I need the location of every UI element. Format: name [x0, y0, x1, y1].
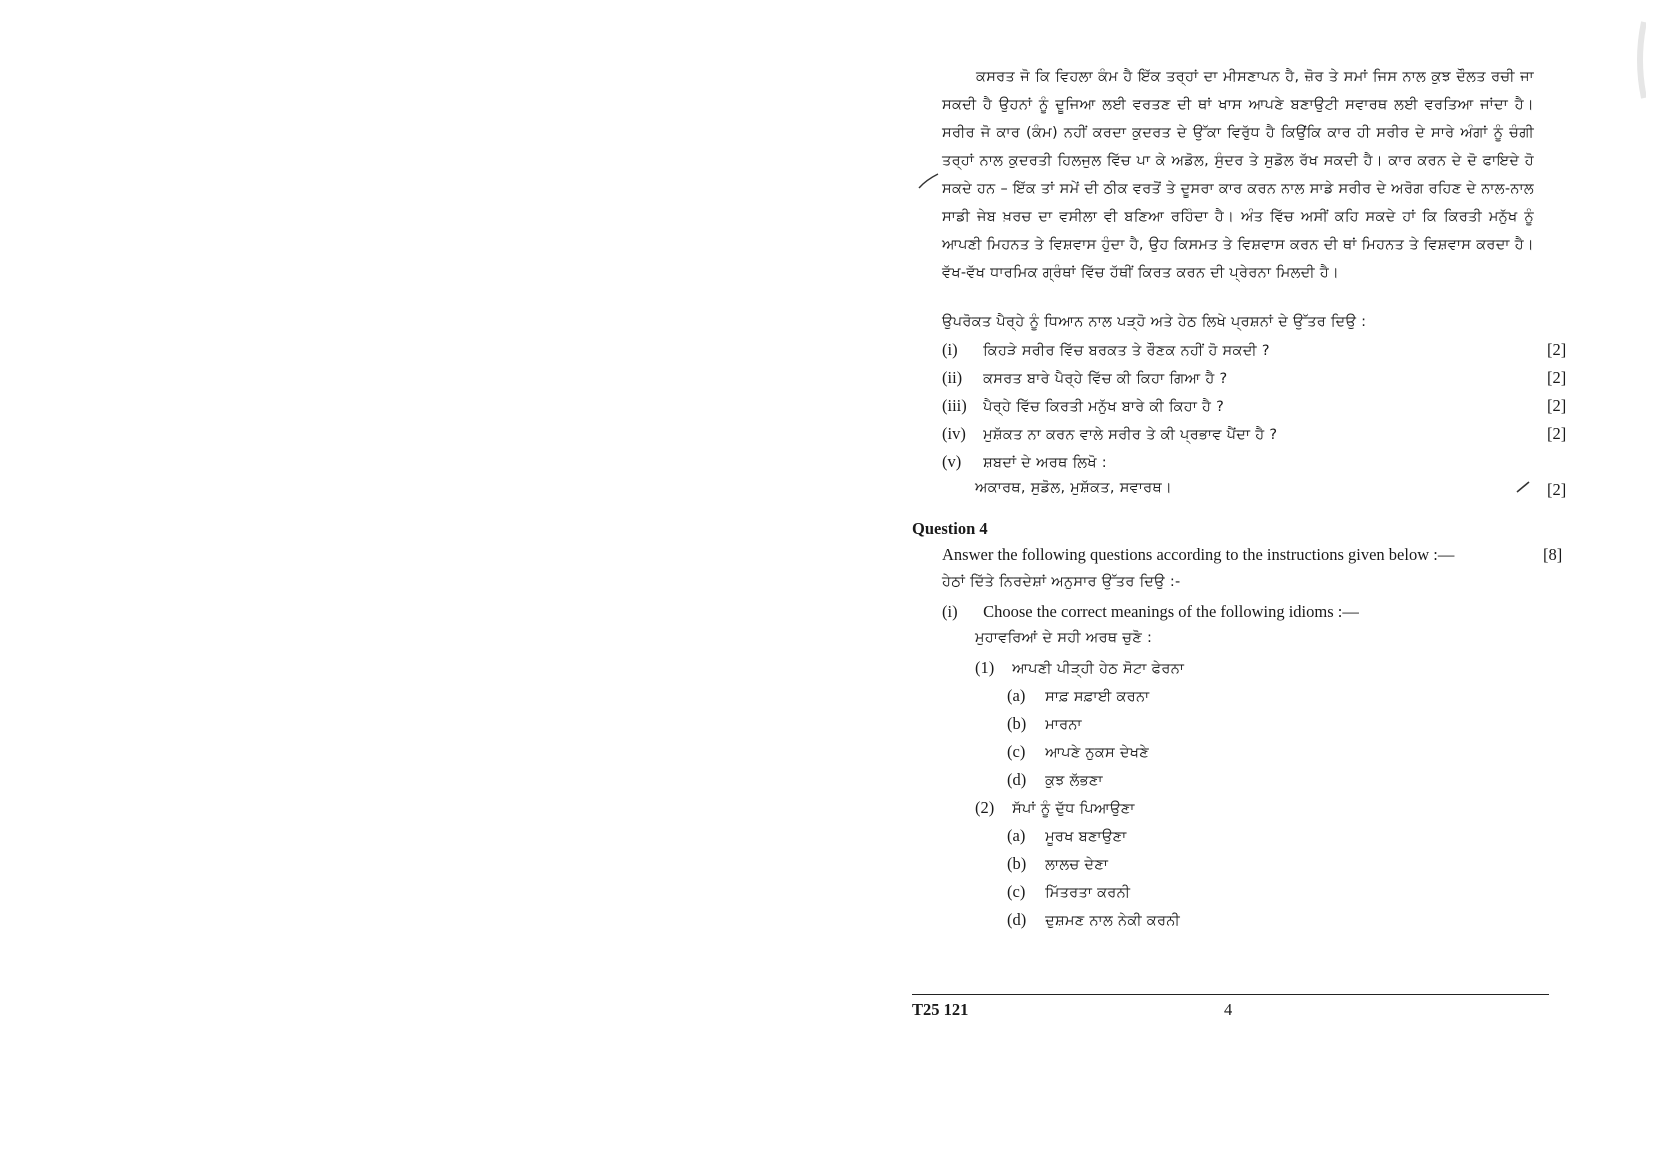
pen-mark-icon — [918, 172, 940, 190]
option-text: ਮਿੱਤਰਤਾ ਕਰਨੀ — [1045, 885, 1131, 901]
page-number: 4 — [1224, 1000, 1233, 1019]
option-text: ਦੁਸ਼ਮਣ ਨਾਲ ਨੇਕੀ ਕਰਨੀ — [1045, 913, 1180, 929]
question-heading: Question 4 — [912, 519, 988, 538]
question-number: (iv) — [942, 424, 966, 443]
pen-tick-icon — [1515, 480, 1531, 494]
passage-text: ਕਸਰਤ ਜੋ ਕਿ ਵਿਹਲਾ ਕੰਮ ਹੈ ਇੱਕ ਤਰ੍ਹਾਂ ਦਾ ਮੀਸਣਾਪਨ ਹੈ, ਜ਼ੋਰ ਤੇ ਸਮਾਂ ਜਿਸ ਨਾਲ ਕੁਝ ਦੌਲਤ ਰਚੀ ਜਾ ਸਕਦੀ ਹੈ ਉਹਨਾਂ ਨੂੰ ਦੂਜਿਆ ਲਈ ਵਰਤਣ ਦੀ ਥਾਂ ਖਾਸ ਆਪਣੇ ਬਣਾਉਟੀ ਸਵਾਰਥ ਲਈ ਵਰਤਿਆ ਜਾਂਦਾ ਹੈ। ਸਰੀਰ ਜੋ ਕਾਰ (ਕੰਮ) ਨਹੀਂ ਕਰਦਾ ਕੁਦਰਤ ਦੇ ਉੱਕਾ ਵਿਰੁੱਧ ਹੈ ਕਿਉਂਕਿ ਕਾਰ ਹੀ ਸਰੀਰ ਦੇ ਸਾਰੇ ਅੰਗਾਂ ਨੂੰ ਚੰਗੀ ਤਰ੍ਹਾਂ ਨਾਲ ਕੁਦਰਤੀ ਹਿਲਜੁਲ ਵਿੱਚ ਪਾ ਕੇ ਅਡੋਲ, ਸੁੰਦਰ ਤੇ ਸੁਡੋਲ ਰੱਖ ਸਕਦੀ ਹੈ। ਕਾਰ ਕਰਨ ਦੇ ਦੋ ਫਾਇਦੇ ਹੋ ਸਕਦੇ ਹਨ – ਇੱਕ ਤਾਂ ਸਮੇਂ ਦੀ ਠੀਕ ਵਰਤੋਂ ਤੇ ਦੂਸਰਾ ਕਾਰ ਕਰਨ ਨਾਲ ਸਾਡੇ ਸਰੀਰ ਦੇ ਅਰੋਗ ਰਹਿਣ ਦੇ ਨਾਲ-ਨਾਲ ਸਾਡੀ ਜੇਬ ਖ਼ਰਚ ਦਾ ਵਸੀਲਾ ਵੀ ਬਣਿਆ ਰਹਿੰਦਾ ਹੈ। ਅੰਤ ਵਿੱਚ ਅਸੀਂ ਕਹਿ ਸਕਦੇ ਹਾਂ ਕਿ ਕਿਰਤੀ ਮਨੁੱਖ ਨੂੰ ਆਪਣੀ ਮਿਹਨਤ ਤੇ ਵਿਸ਼ਵਾਸ ਹੁੰਦਾ ਹੈ, ਉਹ ਕਿਸਮਤ ਤੇ ਵਿਸ਼ਵਾਸ ਕਰਨ ਦੀ ਥਾਂ ਮਿਹਨਤ ਤੇ ਵਿਸ਼ਵਾਸ ਕਰਦਾ ਹੈ। ਵੱਖ-ਵੱਖ ਧਾਰਮਿਕ ਗ੍ਰੰਥਾਂ ਵਿੱਚ ਹੱਥੀਂ ਕਿਰਤ ਕਰਨ ਦੀ ਪ੍ਰੇਰਨਾ ਮਿਲਦੀ ਹੈ। — [942, 69, 1534, 281]
scan-edge-shadow — [1616, 20, 1646, 100]
question-item — [942, 368, 1228, 388]
option-item — [1007, 826, 1127, 846]
question-text: ਕਿਹੜੇ ਸਰੀਰ ਵਿੱਚ ਬਰਕਤ ਤੇ ਰੌਣਕ ਨਹੀਂ ਹੋ ਸਕਦੀ ? — [983, 343, 1270, 359]
question-number: (i) — [942, 340, 958, 359]
sub-question-text-en: Choose the correct meanings of the following idioms :— — [983, 602, 1359, 621]
option-item — [1007, 770, 1103, 790]
question-marks: [2] — [1547, 396, 1567, 415]
option-label: (a) — [1007, 686, 1026, 705]
option-label: (b) — [1007, 714, 1027, 733]
option-item — [1007, 910, 1180, 930]
passage-instruction: ਉਪਰੋਕਤ ਪੈਰ੍ਹੇ ਨੂੰ ਧਿਆਨ ਨਾਲ ਪੜ੍ਹੋ ਅਤੇ ਹੇਠ ਲਿਖੇ ਪ੍ਰਸ਼ਨਾਂ ਦੇ ਉੱਤਰ ਦਿਉ : — [942, 314, 1367, 330]
option-label: (d) — [1007, 910, 1027, 929]
idiom-text: ਆਪਣੀ ਪੀੜ੍ਹੀ ਹੇਠ ਸੋਟਾ ਫੇਰਨਾ — [1012, 661, 1185, 677]
question-text: ਸ਼ਬਦਾਂ ਦੇ ਅਰਥ ਲਿਖੋ : — [983, 455, 1107, 471]
question-marks: [2] — [1547, 368, 1567, 387]
question-instruction-en: Answer the following questions according to the instructions given below :— — [942, 545, 1455, 564]
sub-question-text-pa: ਮੁਹਾਵਰਿਆਂ ਦੇ ਸਹੀ ਅਰਥ ਚੁਣੋ : — [975, 630, 1153, 646]
option-text: ਸਾਫ਼ ਸਫ਼ਾਈ ਕਰਨਾ — [1045, 689, 1150, 705]
idiom-number: (1) — [975, 658, 995, 677]
option-label: (d) — [1007, 770, 1027, 789]
word-list: ਅਕਾਰਥ, ਸੁਡੋਲ, ਮੁਸ਼ੱਕਤ, ਸਵਾਰਥ। — [975, 480, 1173, 496]
question-item — [942, 424, 1277, 444]
question-number: (v) — [942, 452, 962, 471]
sub-question-number: (i) — [942, 602, 958, 621]
question-item — [942, 452, 1107, 472]
idiom-number: (2) — [975, 798, 995, 817]
option-item — [1007, 714, 1082, 734]
question-marks: [2] — [1547, 480, 1567, 499]
option-item — [1007, 742, 1149, 762]
option-text: ਲਾਲਚ ਦੇਣਾ — [1045, 857, 1109, 873]
paper-code: T25 121 — [912, 1000, 969, 1019]
question-text: ਪੈਰ੍ਹੇ ਵਿੱਚ ਕਿਰਤੀ ਮਨੁੱਖ ਬਾਰੇ ਕੀ ਕਿਹਾ ਹੈ ? — [983, 399, 1225, 415]
question-marks: [2] — [1547, 340, 1567, 359]
question-number: (iii) — [942, 396, 967, 415]
question-text: ਮੁਸ਼ੱਕਤ ਨਾ ਕਰਨ ਵਾਲੇ ਸਰੀਰ ਤੇ ਕੀ ਪ੍ਰਭਾਵ ਪੈਂਦਾ ਹੈ ? — [983, 427, 1278, 443]
question-item — [942, 340, 1270, 360]
option-text: ਮੂਰਖ ਬਣਾਉਣਾ — [1045, 829, 1127, 845]
idiom-item — [975, 658, 1184, 678]
option-item — [1007, 686, 1150, 706]
idiom-item — [975, 798, 1135, 818]
option-text: ਆਪਣੇ ਨੁਕਸ ਦੇਖਣੇ — [1045, 745, 1150, 761]
option-text: ਮਾਰਨਾ — [1045, 717, 1082, 733]
question-marks: [8] — [1543, 545, 1563, 564]
option-label: (c) — [1007, 882, 1026, 901]
option-item — [1007, 882, 1130, 902]
question-marks: [2] — [1547, 424, 1567, 443]
option-label: (a) — [1007, 826, 1026, 845]
footer-rule — [912, 994, 1549, 995]
option-item — [1007, 854, 1108, 874]
comprehension-passage — [942, 63, 1534, 287]
idiom-text: ਸੱਪਾਂ ਨੂੰ ਦੁੱਧ ਪਿਆਉਣਾ — [1012, 801, 1135, 817]
option-text: ਕੁਝ ਲੱਭਣਾ — [1045, 773, 1103, 789]
question-number: (ii) — [942, 368, 963, 387]
option-label: (c) — [1007, 742, 1026, 761]
question-instruction-pa: ਹੇਠਾਂ ਦਿੱਤੇ ਨਿਰਦੇਸ਼ਾਂ ਅਨੁਸਾਰ ਉੱਤਰ ਦਿਉ :- — [942, 574, 1181, 590]
question-item — [942, 396, 1224, 416]
question-text: ਕਸਰਤ ਬਾਰੇ ਪੈਰ੍ਹੇ ਵਿੱਚ ਕੀ ਕਿਹਾ ਗਿਆ ਹੈ ? — [983, 371, 1228, 387]
sub-question — [942, 602, 1359, 622]
option-label: (b) — [1007, 854, 1027, 873]
